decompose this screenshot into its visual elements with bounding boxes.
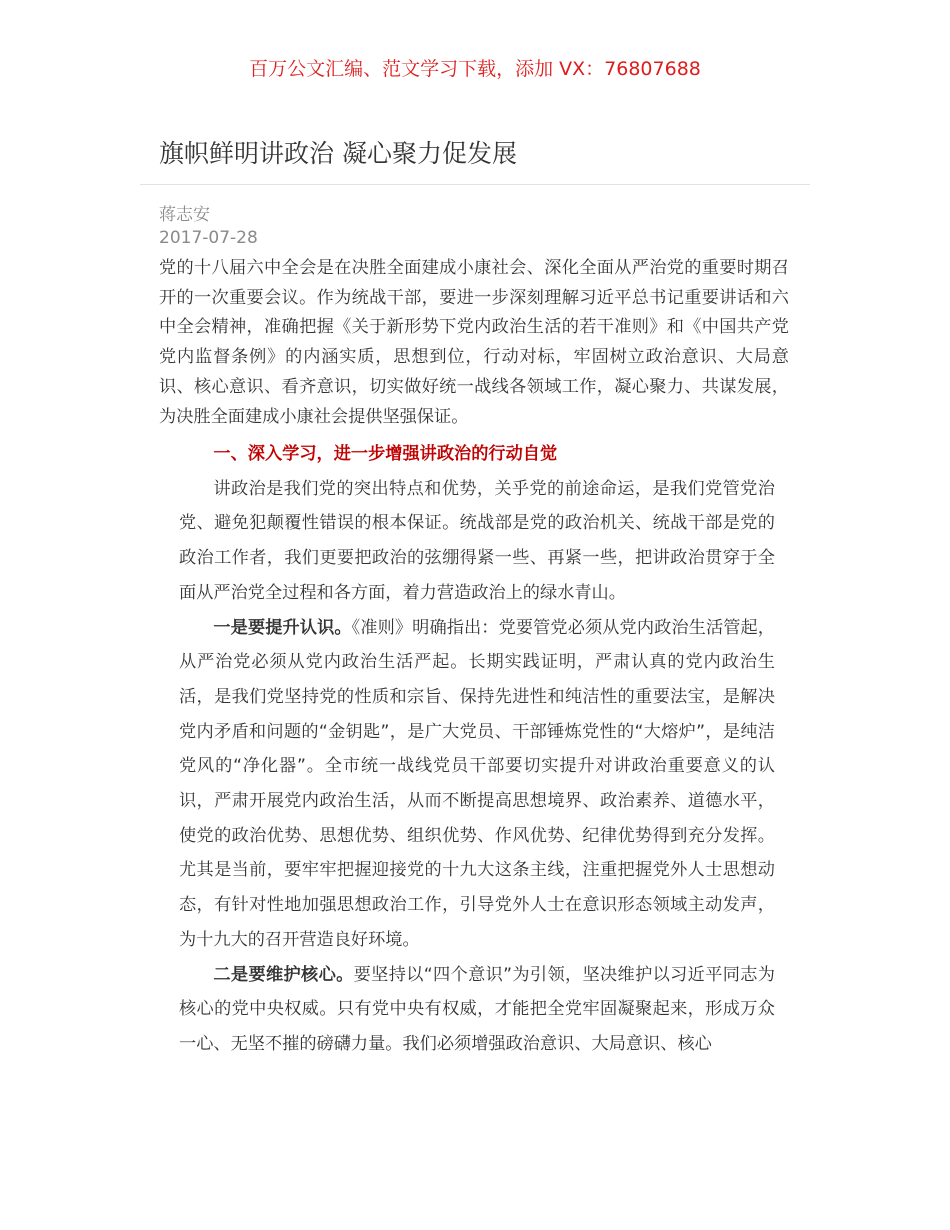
- title-divider: [140, 184, 810, 185]
- article-date: 2017-07-28: [159, 228, 258, 248]
- point-text: 要坚持以“四个意识”为引领，坚决维护以习近平同志为核心的党中央权威。只有党中央有权威，才能把全党牢固凝聚起来，形成万众一心、无坚不摧的磅礴力量。我们必须增强政治意识、大局意识、核心: [179, 964, 775, 1054]
- body-paragraph: 讲政治是我们党的突出特点和优势，关乎党的前途命运，是我们党管党治党、避免犯颠覆性错误的根本保证。统战部是党的政治机关、统战干部是党的政治工作者，我们更要把政治的弦绷得紧一些、再紧一些，把讲政治贯穿于全面从严治党全过程和各方面，着力营造政治上的绿水青山。: [179, 478, 775, 603]
- article-author: 蒋志安: [159, 205, 210, 225]
- intro-paragraph: 党的十八届六中全会是在决胜全面建成小康社会、深化全面从严治党的重要时期召开的一次重要会议。作为统战干部，要进一步深刻理解习近平总书记重要讲话和六中全会精神，准确把握《关于新形势下党内政治生活的若干准则》和《中国共产党党内监督条例》的内涵实质，思想到位，行动对标，牢固树立政治意识、大局意识、核心意识、看齐意识，切实做好统一战线各领域工作，凝心聚力、共谋发展，为决胜全面建成小康社会提供坚强保证。: [159, 258, 789, 427]
- article-body: [179, 437, 775, 1062]
- section-heading: 一、深入学习，进一步增强讲政治的行动自觉: [213, 444, 558, 464]
- point-lead: 二是要维护核心。: [213, 964, 354, 985]
- point-lead: 一是要提升认识。: [213, 617, 352, 638]
- promo-banner: 百万公文汇编、范文学习下载，添加 VX：76807688: [249, 58, 701, 80]
- article-title: 旗帜鲜明讲政治 凝心聚力促发展: [159, 139, 517, 168]
- point-text: 《准则》明确指出：党要管党必须从党内政治生活管起，从严治党必须从党内政治生活严起。长期实践证明，严肃认真的党内政治生活，是我们党坚持党的性质和宗旨、保持先进性和纯洁性的重要法宝，是解决党内矛盾和问题的“金钥匙”，是广大党员、干部锤炼党性的“大熔炉”，是纯洁党风的“净化器”。全市统一战线党员干部要切实提升对讲政治重要意义的认识，严肃开展党内政治生活，从而不断提高思想境界、政治素养、道德水平，使党的政治优势、思想优势、组织优势、作风优势、纪律优势得到充分发挥。尤其是当前，要牢牢把握迎接党的十九大这条主线，注重把握党外人士思想动态，有针对性地加强思想政治工作，引导党外人士在意识形态领域主动发声，为十九大的召开营造良好环境。: [179, 617, 775, 950]
- body-paragraph-point-2: [179, 958, 775, 1062]
- body-paragraph-point-1: [179, 611, 775, 958]
